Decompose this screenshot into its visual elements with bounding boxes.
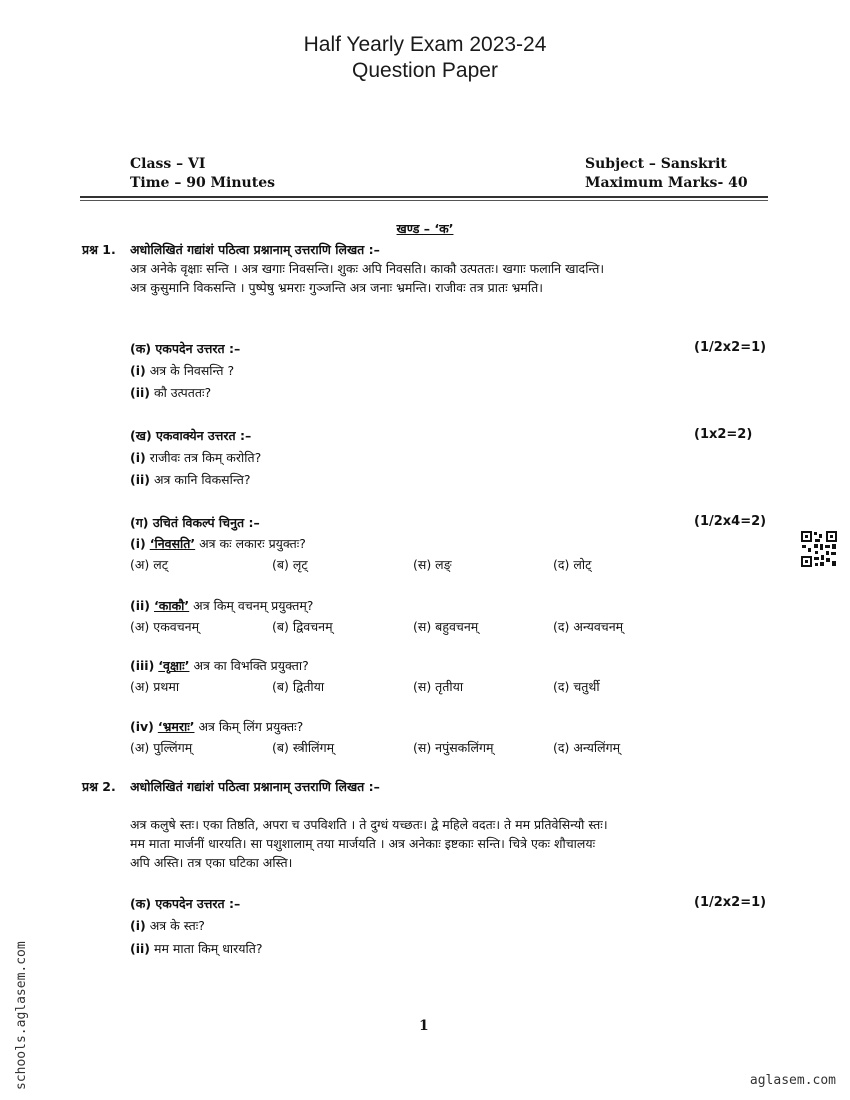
mcq-question-1	[130, 535, 306, 552]
q1-kha-i-text: राजीवः तत्र किम् करोति?	[149, 450, 262, 465]
mcq-keyword: ‘काकौ’	[153, 598, 190, 613]
q2-passage-line-2: मम माता मार्जनीं धारयति। सा पशुशालाम् तया मार्जयति । अत्र अनेकाः इष्टकाः सन्ति। चित्रे एकः शौचालयः	[130, 836, 596, 851]
class-label: Class – VI	[130, 156, 206, 172]
mcq-keyword: ‘वृक्षाः’	[158, 658, 190, 673]
mcq-option: (अ) पुल्लिंगम्	[130, 740, 193, 755]
q2-ka-ii	[130, 940, 263, 957]
q1-passage-line-2: अत्र कुसुमानि विकसन्ति । पुष्पेषु भ्रमराः गुञ्जन्ति अत्र जनाः भ्रमन्ति। राजीवः तत्र प्रातः भ्रमति।	[130, 280, 543, 295]
q1-kha-ii	[130, 471, 250, 488]
q1-kha-i-num: (i)	[130, 450, 146, 465]
paper-subtitle: Question Paper	[352, 59, 498, 82]
q1-ka-heading: (क) एकपदेन उत्तरत :–	[130, 341, 241, 356]
q1-kha-i	[130, 449, 261, 466]
header-divider	[80, 196, 768, 198]
q2-ka-ii-text: मम माता किम् धारयति?	[153, 941, 263, 956]
mcq-num: (ii)	[130, 598, 150, 613]
q1-ga-marks: (1/2x4=2)	[694, 514, 767, 529]
mcq-option: (द) अन्यवचनम्	[553, 619, 624, 634]
footer-watermark: aglasem.com	[749, 1073, 836, 1088]
q1-ka-marks: (1/2x2=1)	[694, 340, 767, 355]
mcq-option: (द) अन्यलिंगम्	[553, 740, 621, 755]
q2-ka-i	[130, 917, 205, 934]
mcq-question-4	[130, 718, 303, 735]
subject-label: Subject – Sanskrit	[585, 156, 727, 172]
q1-ka-ii-text: कौ उत्पततः?	[153, 385, 212, 400]
q1-ka-ii	[130, 384, 211, 401]
q2-instruction: अधोलिखितं गद्यांशं पठित्वा प्रश्नानाम् उत्तराणि लिखत :–	[130, 779, 380, 794]
exam-title: Half Yearly Exam 2023-24	[303, 33, 547, 56]
section-heading: खण्ड – ‘क’	[396, 221, 454, 236]
side-watermark: schools.aglasem.com	[14, 941, 29, 1090]
q1-ka-i-text: अत्र के निवसन्ति ?	[149, 363, 235, 378]
q1-kha-ii-num: (ii)	[130, 472, 150, 487]
mcq-option: (द) लोट्	[553, 557, 592, 572]
q1-label: प्रश्न 1.	[82, 242, 116, 257]
header-divider-thin	[80, 200, 768, 201]
mcq-option: (अ) प्रथमा	[130, 679, 180, 694]
q1-ga-heading: (ग) उचितं विकल्पं चिनुत :–	[130, 515, 260, 530]
mcq-option: (ब) द्वितीया	[272, 679, 325, 694]
mcq-option: (अ) एकवचनम्	[130, 619, 200, 634]
q1-ka-ii-num: (ii)	[130, 385, 150, 400]
mcq-keyword: ‘भ्रमराः’	[157, 719, 195, 734]
q1-kha-heading: (ख) एकवाक्येन उत्तरत :–	[130, 428, 252, 443]
mcq-text: अत्र कः लकारः प्रयुक्तः?	[199, 536, 306, 551]
mcq-question-2	[130, 597, 313, 614]
mcq-question-3	[130, 657, 309, 674]
mcq-option: (स) लङ्	[413, 557, 452, 572]
q1-instruction: अधोलिखितं गद्यांशं पठित्वा प्रश्नानाम् उत्तराणि लिखत :–	[130, 242, 380, 257]
time-label: Time – 90 Minutes	[130, 175, 275, 191]
q2-ka-marks: (1/2x2=1)	[694, 895, 767, 910]
q2-ka-ii-num: (ii)	[130, 941, 150, 956]
q2-passage-line-3: अपि अस्ति। तत्र एका घटिका अस्ति।	[130, 855, 293, 870]
mcq-option: (द) चतुर्थी	[553, 679, 600, 694]
q2-ka-i-text: अत्र के स्तः?	[149, 918, 205, 933]
max-marks-label: Maximum Marks- 40	[585, 175, 748, 191]
q1-ka-i-num: (i)	[130, 363, 146, 378]
mcq-num: (iv)	[130, 719, 154, 734]
mcq-option: (स) तृतीया	[413, 679, 464, 694]
q1-ka-i	[130, 362, 234, 379]
q1-kha-ii-text: अत्र कानि विकसन्ति?	[153, 472, 251, 487]
q2-passage-line-1: अत्र कलुषे स्तः। एका तिष्ठति, अपरा च उपविशति । ते दुग्धं यच्छतः। द्वे महिले वदतः। ते मम प्रतिवेसिन्यौ स्तः।	[130, 817, 608, 832]
q2-ka-heading: (क) एकपदेन उत्तरत :–	[130, 896, 241, 911]
q1-passage-line-1: अत्र अनेके वृक्षाः सन्ति । अत्र खगाः निवसन्ति। शुकः अपि निवसति। काकौ उत्पततः। खगाः फलानि खादन्ति।	[130, 261, 605, 276]
mcq-option: (स) नपुंसकलिंगम्	[413, 740, 494, 755]
mcq-option: (ब) द्विवचनम्	[272, 619, 333, 634]
qr-code-icon[interactable]	[800, 530, 838, 568]
mcq-option: (अ) लट्	[130, 557, 169, 572]
mcq-text: अत्र का विभक्ति प्रयुक्ता?	[193, 658, 309, 673]
qr-code-graphic	[800, 530, 838, 568]
mcq-keyword: ‘निवसति’	[149, 536, 196, 551]
mcq-text: अत्र किम् वचनम् प्रयुक्तम्?	[193, 598, 314, 613]
q1-kha-marks: (1x2=2)	[694, 427, 753, 442]
mcq-option: (ब) लृट्	[272, 557, 308, 572]
mcq-num: (i)	[130, 536, 146, 551]
mcq-text: अत्र किम् लिंग प्रयुक्तः?	[198, 719, 304, 734]
page-number: 1	[419, 1018, 429, 1034]
mcq-option: (ब) स्त्रीलिंगम्	[272, 740, 335, 755]
mcq-num: (iii)	[130, 658, 155, 673]
mcq-option: (स) बहुवचनम्	[413, 619, 479, 634]
q2-label: प्रश्न 2.	[82, 779, 116, 794]
q2-ka-i-num: (i)	[130, 918, 146, 933]
